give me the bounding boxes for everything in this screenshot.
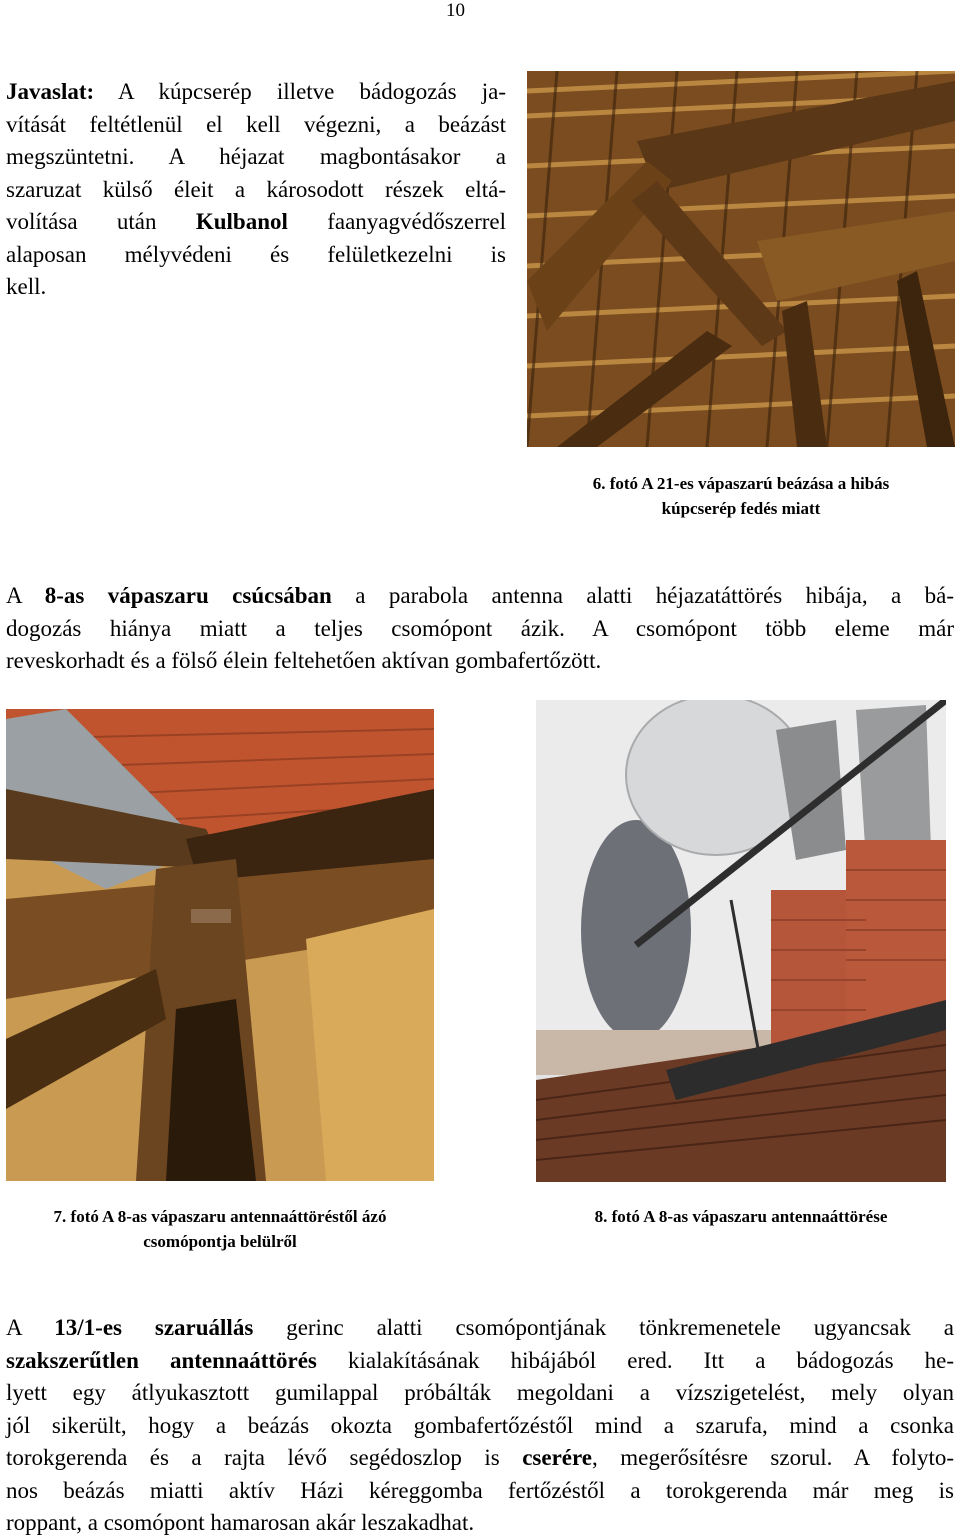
suggestion-line-7: kell. — [6, 274, 47, 299]
suggestion-line-6: alaposan mélyvédeni és felületkezelni is — [6, 241, 506, 267]
paragraph-13-1-line-6: nos beázás miatti aktív Házi kéreggomba fertőzéstől a torokgerenda már meg is — [6, 1477, 954, 1503]
photo-7-caption — [6, 1204, 434, 1254]
photo-6-roof-structure — [527, 71, 955, 447]
paragraph-13-1-line-7: roppant, a csomópont hamarosan akár leszakadhat. — [6, 1510, 475, 1535]
photo-7-caption-line-1: 7. fotó A 8-as vápaszaru antennaáttöréstől ázó — [53, 1207, 387, 1226]
photo-7-caption-line-2: csomópontja belülről — [143, 1232, 297, 1251]
suggestion-line-3: megszüntetni. A héjazat magbontásakor a — [6, 144, 506, 169]
suggestion-line-1: Javaslat: A kúpcserép illetve bádogozás ja- — [6, 79, 506, 104]
suggestion-label: Javaslat: — [6, 79, 95, 104]
suggestion-line-2: vítását feltétlenül el kell végezni, a beázást — [6, 111, 506, 137]
paragraph-8-valley-line-1: A 8-as vápaszaru csúcsában a parabola antenna alatti héjazatáttörés hibája, a bá- — [6, 583, 954, 608]
paragraph-13-1-line-5: torokgerenda és a rajta lévő segédoszlop is cserére, megerősítésre szorul. A folyto- — [6, 1445, 954, 1470]
paragraph-13-1-line-1: A 13/1-es szaruállás gerinc alatti csomópontjának tönkremenetele ugyancsak a — [6, 1315, 954, 1340]
suggestion-paragraph — [6, 76, 506, 304]
page-number: 10 — [446, 0, 465, 21]
photo-8-caption-line-1: 8. fotó A 8-as vápaszaru antennaáttörése — [594, 1207, 888, 1226]
photo-8-caption — [536, 1204, 946, 1229]
paragraph-13-1-line-3: lyett egy átlyukasztott gumilappal próbálták megoldani a vízszigetelést, mely olyan — [6, 1380, 954, 1405]
photo-6-caption-line-2: kúpcserép fedés miatt — [661, 499, 821, 518]
photo-6-caption — [527, 471, 955, 521]
paragraph-8-valley-line-3: reveskorhadt és a fölső élein feltehetően aktívan gombafertőzött. — [6, 648, 602, 673]
paragraph-13-1-line-4: jól sikerült, hogy a beázás okozta gombafertőzéstől mind a szarufa, mind a csonka — [6, 1412, 954, 1438]
paragraph-8-valley — [6, 580, 954, 678]
product-name: Kulbanol — [195, 209, 288, 234]
paragraph-13-1-line-2: szakszerűtlen antennaáttörés kialakításának hibájából ered. Itt a bádogozás he- — [6, 1347, 955, 1373]
photo-7-node-interior — [6, 709, 434, 1181]
paragraph-13-1 — [6, 1312, 954, 1540]
photo-6-caption-line-1: 6. fotó A 21-es vápaszarú beázása a hibás — [592, 474, 890, 493]
paragraph-8-valley-line-2: dogozás hiánya miatt a teljes csomópont ázik. A csomópont több eleme már — [6, 615, 954, 641]
suggestion-line-4: szaruzat külső éleit a károsodott részek eltá- — [6, 176, 506, 202]
suggestion-line-5: volítása után Kulbanol faanyagvédőszerrel — [6, 209, 506, 234]
photo-8-antenna-penetration — [536, 700, 946, 1182]
